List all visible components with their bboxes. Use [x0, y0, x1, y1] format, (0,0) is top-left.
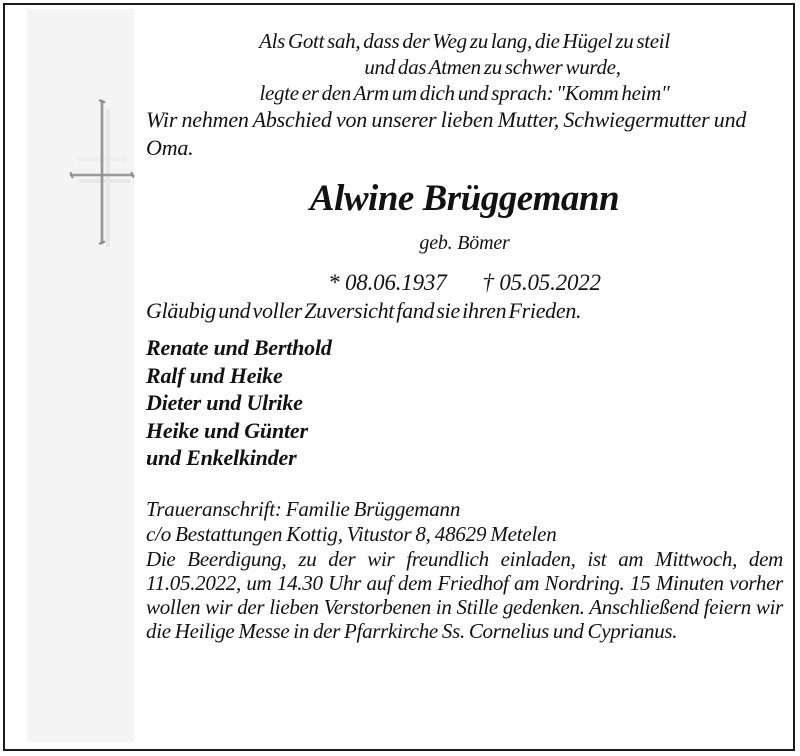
obituary-notice [3, 3, 795, 751]
deceased-name: Alwine Brüggemann [309, 178, 620, 219]
faith-line: Gläubig und voller Zuversicht fand sie ihren Frieden. [146, 298, 582, 323]
funeral-details: Die Beerdigung, zu der wir freundlich einladen, ist am Mittwoch, dem 11.05.2022, um 14.30 Uhr auf dem Friedhof am Nordring. 15 Minuten vorher wollen wir der lieben Verstorbenen in Stille gedenken. Anschließend feiern wir die Heilige Messe in der Pfarrkirche Ss. Cornelius und Cyprianus. [146, 546, 783, 643]
verse-line: Als Gott sah, dass der Weg zu lang, die Hügel zu steil [259, 29, 670, 53]
mourner-name: Ralf und Heike [146, 362, 283, 388]
mourner-name: Heike und Günter [146, 417, 308, 443]
intro-text: Wir nehmen Abschied von unserer lieben Mutter, Schwiegermutter und Oma. [146, 107, 747, 160]
memorial-stripe [27, 9, 134, 742]
opening-verse [146, 28, 783, 106]
birth-date: * 08.06.1937 [328, 270, 447, 295]
verse-line: und das Atmen zu schwer wurde, [364, 55, 621, 79]
notice-content [146, 5, 783, 643]
christian-cross-icon [67, 97, 137, 247]
address-line: c/o Bestattungen Kottig, Vitustor 8, 48629 Metelen [146, 521, 557, 546]
verse-line: legte er den Arm um dich und sprach: "Komm heim" [259, 81, 670, 105]
mourner-name: Renate und Berthold [146, 335, 332, 360]
death-date: † 05.05.2022 [482, 270, 601, 295]
maiden-name: geb. Bömer [419, 232, 510, 254]
mourning-address [146, 497, 783, 547]
address-line: Traueranschrift: Familie Brüggemann [146, 496, 461, 521]
mourner-name: und Enkelkinder [146, 445, 297, 470]
life-dates [146, 269, 783, 297]
mourner-name: Dieter und Ulrike [146, 390, 303, 415]
mourners-list [146, 334, 783, 472]
